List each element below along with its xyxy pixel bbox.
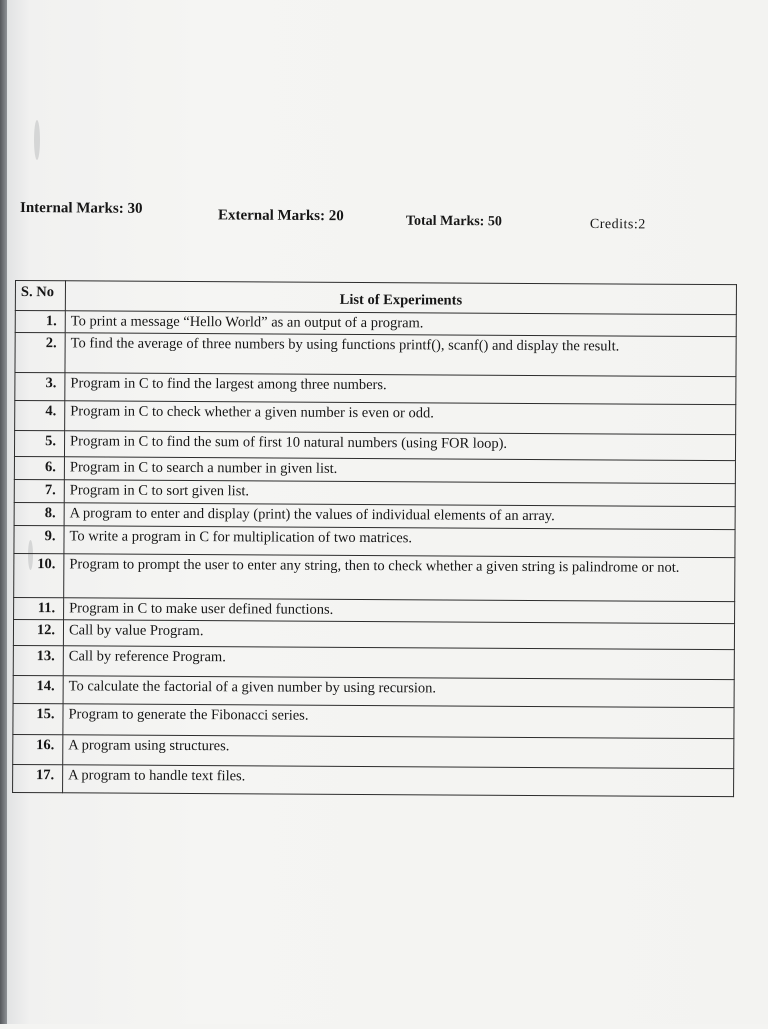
- experiment-text: Program to prompt the user to enter any string, then to check whether a given string is palindrome or not.: [64, 554, 735, 602]
- row-number: 14.: [13, 675, 63, 703]
- table-row: [13, 734, 734, 768]
- row-number: 10.: [14, 553, 64, 597]
- row-number: 3.: [15, 373, 65, 401]
- row-number: 8.: [14, 502, 64, 525]
- experiment-text: A program using structures.: [63, 735, 734, 769]
- row-number: 4.: [15, 401, 65, 431]
- row-number: 13.: [13, 645, 63, 675]
- header-sno: S. No: [15, 281, 65, 311]
- experiment-text: Call by value Program.: [63, 620, 734, 650]
- experiments-table-container: [12, 280, 737, 797]
- experiment-text: Program in C to find the largest among three numbers.: [65, 373, 736, 405]
- table-header-row: [15, 281, 736, 315]
- row-number: 17.: [13, 764, 63, 792]
- row-number: 16.: [13, 734, 63, 764]
- experiment-text: A program to enter and display (print) the values of individual elements of an array.: [64, 503, 735, 530]
- experiment-text: To print a message “Hello World” as an output of a program.: [65, 311, 736, 337]
- row-number: 15.: [13, 703, 63, 734]
- table-row: [13, 675, 734, 707]
- row-number: 9.: [14, 525, 64, 553]
- experiment-text: Call by reference Program.: [63, 646, 734, 680]
- table-row: [13, 764, 734, 796]
- experiment-text: Program in C to search a number in given list.: [64, 457, 735, 484]
- external-marks: External Marks: 20: [217, 207, 344, 225]
- experiment-text: Program in C to check whether a given number is even or odd.: [65, 401, 736, 435]
- row-number: 7.: [14, 479, 64, 502]
- experiments-table: [12, 280, 737, 797]
- experiment-text: Program in C to find the sum of first 10 natural numbers (using FOR loop).: [64, 431, 735, 461]
- experiment-text: Program in C to make user defined functions.: [64, 598, 735, 624]
- row-number: 1.: [15, 311, 65, 333]
- experiment-text: A program to handle text files.: [63, 765, 734, 797]
- row-number: 2.: [15, 333, 65, 373]
- experiment-text: Program to generate the Fibonacci series.: [63, 704, 734, 739]
- experiment-text: To calculate the factorial of a given number by using recursion.: [63, 676, 734, 708]
- table-row: [15, 401, 736, 435]
- experiment-text: To find the average of three numbers by using functions printf(), scanf() and display the result.: [65, 333, 736, 377]
- table-row: [15, 333, 736, 377]
- row-number: 6.: [14, 456, 64, 479]
- experiment-text: Program in C to sort given list.: [64, 480, 735, 507]
- experiment-text: To write a program in C for multiplication of two matrices.: [64, 526, 735, 558]
- internal-marks: Internal Marks: 30: [19, 200, 143, 217]
- table-row: [13, 645, 734, 679]
- table-row: [15, 373, 736, 405]
- row-number: 12.: [13, 619, 63, 645]
- credits: Credits:2: [589, 216, 646, 233]
- row-number: 5.: [14, 431, 64, 457]
- row-number: 11.: [14, 597, 64, 619]
- table-row: [14, 525, 735, 557]
- total-marks: Total Marks: 50: [405, 213, 502, 230]
- table-row: [13, 703, 734, 738]
- header-list-of-experiments: List of Experiments: [65, 281, 736, 315]
- table-row: [14, 553, 735, 601]
